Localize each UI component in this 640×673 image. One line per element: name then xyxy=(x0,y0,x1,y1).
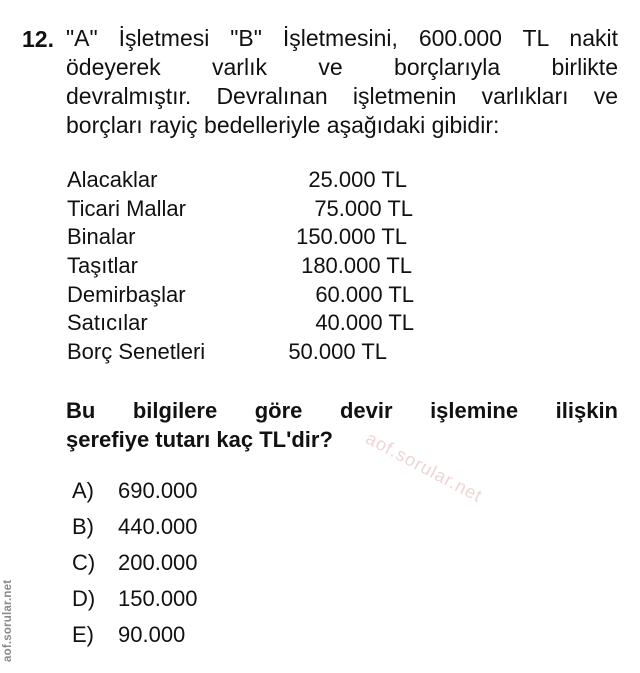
item-value: 25.000 TL xyxy=(308,167,407,192)
option-c[interactable] xyxy=(72,550,198,586)
item-value: 150.000 TL xyxy=(296,224,407,250)
item-name: Binalar xyxy=(67,224,136,250)
item-name: Alacaklar xyxy=(67,167,158,192)
side-watermark-text: aof.sorular.net xyxy=(2,579,14,662)
item-value: 180.000 TL xyxy=(301,253,412,279)
stem-line: borçları rayiç bedelleriyle aşağıdaki gibidir: xyxy=(66,112,500,138)
option-b[interactable] xyxy=(72,514,198,550)
diagonal-watermark: aof.sorular.net xyxy=(362,428,486,507)
question-number: 12. xyxy=(22,26,54,52)
stem-line: "A" İşletmesi "B" İşletmesini, 600.000 TL nakit xyxy=(66,25,618,51)
list-item xyxy=(67,166,414,195)
item-value: 60.000 TL xyxy=(315,281,414,307)
option-text: 200.000 xyxy=(118,550,198,575)
side-watermark xyxy=(2,570,16,665)
option-letter: B) xyxy=(72,514,94,539)
option-text: 90.000 xyxy=(118,622,186,647)
item-name: Satıcılar xyxy=(67,310,148,336)
option-text: 440.000 xyxy=(118,514,198,539)
item-value: 50.000 TL xyxy=(288,339,387,365)
option-d[interactable] xyxy=(72,586,198,622)
stem-line: ödeyerek varlık ve borçlarıyla birlikte xyxy=(66,54,618,80)
list-item xyxy=(67,281,414,310)
list-item xyxy=(67,195,414,224)
option-text: 690.000 xyxy=(118,478,198,503)
option-letter: E) xyxy=(72,622,94,647)
item-name: Taşıtlar xyxy=(67,253,138,279)
list-item xyxy=(67,223,414,252)
option-e[interactable] xyxy=(72,622,198,658)
prompt-line: şerefiye tutarı kaç TL'dir? xyxy=(66,427,333,452)
option-letter: A) xyxy=(72,478,94,503)
question-stem xyxy=(66,24,618,140)
prompt-line: Bu bilgilere göre devir işlemine ilişkin xyxy=(66,398,618,423)
option-a[interactable] xyxy=(72,478,198,514)
list-item xyxy=(67,309,414,338)
item-name: Borç Senetleri xyxy=(67,339,206,365)
asset-liability-list xyxy=(67,166,414,367)
item-value: 40.000 TL xyxy=(315,310,414,336)
question-prompt xyxy=(66,396,618,454)
list-item xyxy=(67,252,414,281)
list-item xyxy=(67,338,414,367)
stem-line: devralmıştır. Devralınan işletmenin varlıkları ve xyxy=(66,83,618,109)
item-name: Ticari Mallar xyxy=(67,195,186,221)
item-name: Demirbaşlar xyxy=(67,281,186,307)
answer-options xyxy=(72,478,198,658)
option-letter: C) xyxy=(72,550,96,575)
item-value: 75.000 TL xyxy=(314,195,413,221)
option-text: 150.000 xyxy=(118,586,198,611)
option-letter: D) xyxy=(72,586,96,611)
